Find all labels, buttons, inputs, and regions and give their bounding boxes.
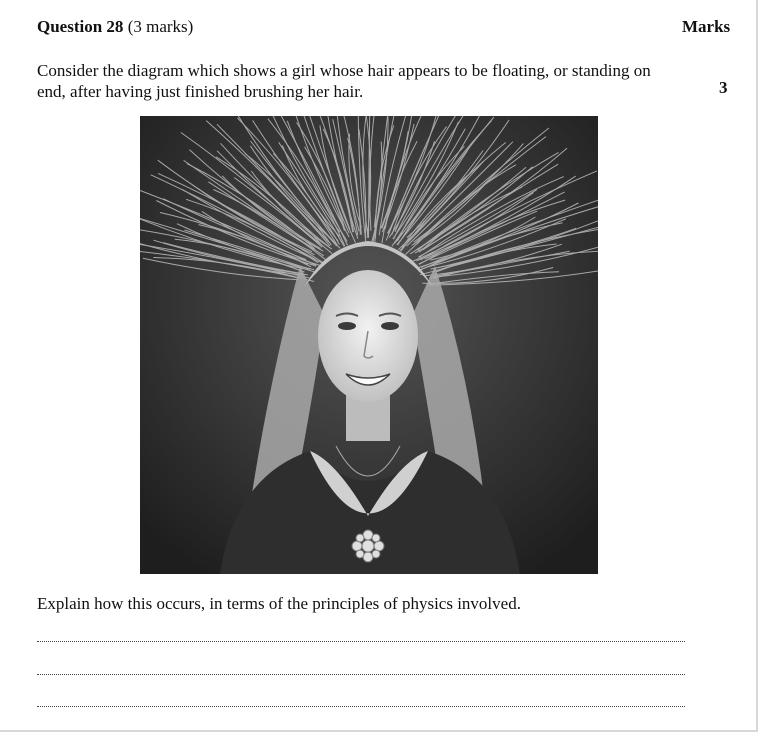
question-header xyxy=(37,17,193,37)
answer-line-1[interactable] xyxy=(37,641,685,642)
marks-value: 3 xyxy=(719,78,728,97)
static-hair-illustration xyxy=(140,116,598,574)
question-prompt: Consider the diagram which shows a girl whose hair appears to be floating, or standing on end, after having just finished brushing her hair. xyxy=(37,61,651,101)
answer-line-2[interactable] xyxy=(37,674,685,675)
marks-column-header: Marks xyxy=(682,17,731,36)
static-hair-photo xyxy=(140,116,598,574)
question-number: Question 28 xyxy=(37,17,124,36)
answer-line-3[interactable] xyxy=(37,706,685,707)
question-instruction: Explain how this occurs, in terms of the principles of physics involved. xyxy=(37,594,521,613)
question-marks-note: (3 marks) xyxy=(127,17,194,36)
